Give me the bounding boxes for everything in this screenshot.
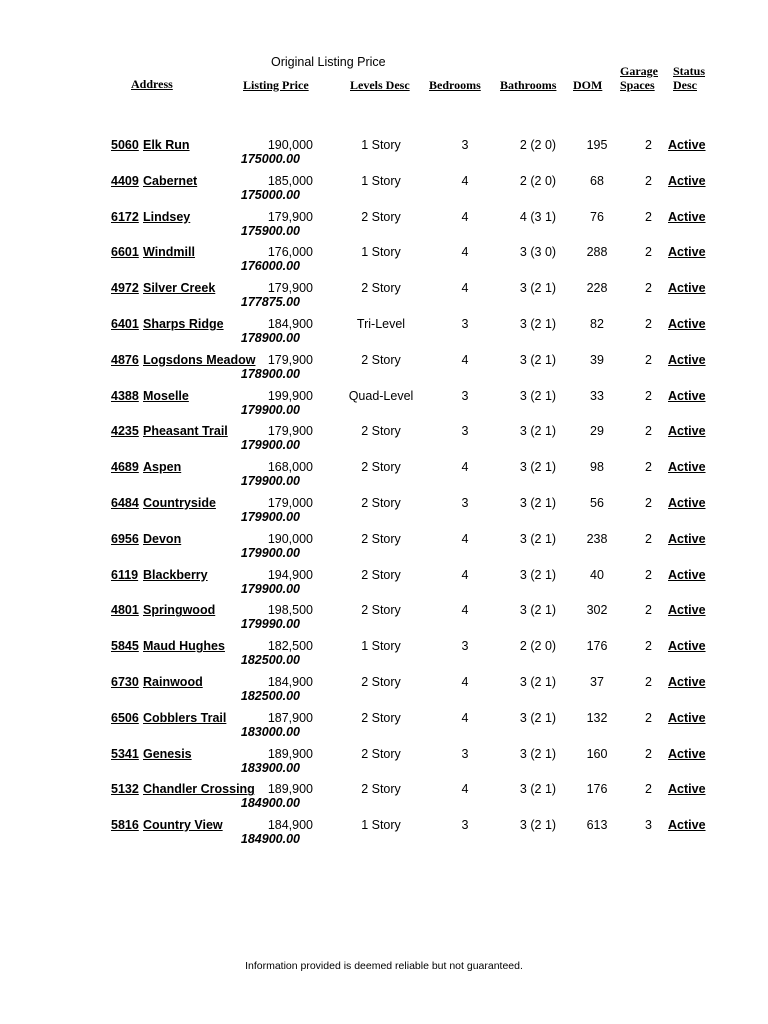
garage-spaces: 2 [645, 424, 652, 439]
garage-spaces: 2 [645, 675, 652, 689]
original-listing-price: 190,000 [267, 138, 313, 152]
address-number-link[interactable]: 6506 [111, 710, 139, 725]
garage-spaces: 2 [645, 388, 652, 403]
original-listing-price: 185,000 [267, 173, 313, 188]
days-on-market: 56 [590, 496, 604, 510]
listing-row [0, 603, 768, 639]
listing-price: 183000.00 [240, 724, 300, 739]
days-on-market: 288 [586, 245, 608, 260]
garage-spaces: 2 [645, 173, 652, 188]
address-number-link[interactable]: 6730 [111, 675, 139, 689]
levels-desc: 2 Story [361, 710, 401, 725]
status-header-line1: Status [673, 64, 706, 78]
address-number-link[interactable]: 6601 [111, 245, 139, 260]
original-listing-price-heading: Original Listing Price [271, 55, 386, 69]
levels-desc: 2 Story [361, 460, 401, 475]
listing-price: 184900.00 [240, 796, 300, 811]
address-number-link[interactable]: 5845 [111, 639, 139, 654]
street-name-link[interactable]: Sharps Ridge [143, 317, 224, 331]
street-name-link[interactable]: Logsdons Meadow [143, 352, 256, 367]
garage-spaces: 2 [645, 317, 652, 331]
street-name-link[interactable]: Blackberry [143, 567, 208, 582]
garage-spaces: 2 [645, 281, 652, 296]
days-on-market: 238 [586, 531, 608, 546]
days-on-market: 176 [586, 782, 608, 797]
street-name-link[interactable]: Aspen [143, 460, 182, 475]
listing-row [0, 711, 768, 747]
listing-price: 179900.00 [240, 402, 300, 417]
listing-row [0, 460, 768, 496]
bathrooms-count: 3 (2 1) [519, 818, 557, 833]
levels-desc: 1 Story [361, 138, 401, 152]
address-number-link[interactable]: 6401 [111, 317, 139, 331]
status-link[interactable]: Active [668, 675, 706, 689]
listing-row [0, 245, 768, 281]
address-number-link[interactable]: 4801 [111, 603, 139, 618]
address-number-link[interactable]: 5060 [111, 138, 139, 152]
days-on-market: 132 [586, 710, 608, 725]
bedrooms-count: 4 [461, 460, 469, 475]
listing-price: 179990.00 [240, 617, 300, 632]
original-listing-price: 179,900 [267, 209, 313, 224]
levels-desc: 1 Story [361, 245, 401, 260]
disclaimer-footer: Information provided is deemed reliable but not guaranteed. [245, 960, 523, 972]
address-number-link[interactable]: 6172 [111, 209, 139, 224]
bathrooms-count: 3 (2 1) [519, 424, 557, 439]
bedrooms-count: 3 [461, 746, 469, 761]
listing-row [0, 281, 768, 317]
column-header-levels-desc: Levels Desc [350, 78, 410, 92]
days-on-market: 37 [590, 675, 604, 689]
bedrooms-count: 3 [461, 818, 469, 833]
street-name-link[interactable]: Moselle [143, 388, 189, 403]
bathrooms-count: 2 (2 0) [519, 173, 557, 188]
listing-price: 179900.00 [240, 510, 300, 524]
garage-header-line2: Spaces [620, 78, 655, 92]
column-header-status-desc [673, 64, 705, 92]
street-name-link[interactable]: Silver Creek [143, 281, 216, 296]
bathrooms-count: 3 (2 1) [519, 388, 557, 403]
original-listing-price: 179,000 [267, 496, 313, 510]
status-link[interactable]: Active [668, 639, 706, 654]
address-number-link[interactable]: 4235 [111, 424, 139, 439]
bedrooms-count: 3 [461, 138, 469, 152]
original-listing-price: 194,900 [267, 567, 313, 582]
listing-price: 179900.00 [240, 438, 300, 453]
status-link[interactable]: Active [668, 209, 706, 224]
listing-row [0, 496, 768, 532]
listing-price: 179900.00 [240, 581, 300, 596]
bathrooms-count: 2 (2 0) [519, 138, 557, 152]
listing-price: 179900.00 [240, 545, 300, 560]
address-number-link[interactable]: 4409 [111, 173, 139, 188]
original-listing-price: 187,900 [267, 710, 313, 725]
original-listing-price: 179,900 [267, 352, 313, 367]
days-on-market: 302 [586, 603, 608, 618]
bedrooms-count: 4 [461, 782, 469, 797]
bedrooms-count: 4 [461, 603, 469, 618]
street-name-link[interactable]: Chandler Crossing [143, 782, 255, 797]
status-link[interactable]: Active [668, 818, 706, 833]
status-header-line2: Desc [673, 78, 697, 92]
days-on-market: 228 [586, 281, 608, 296]
status-link[interactable]: Active [668, 746, 706, 761]
listing-row [0, 818, 768, 854]
status-link[interactable]: Active [668, 388, 706, 403]
listing-row [0, 138, 768, 174]
levels-desc: 2 Story [361, 209, 401, 224]
bathrooms-count: 4 (3 1) [519, 209, 557, 224]
bathrooms-count: 3 (2 1) [519, 531, 557, 546]
address-number-link[interactable]: 5341 [111, 746, 139, 761]
street-name-link[interactable]: Cobblers Trail [143, 710, 227, 725]
original-listing-price: 184,900 [267, 317, 313, 331]
address-number-link[interactable]: 6484 [111, 496, 139, 510]
original-listing-price: 168,000 [267, 460, 313, 475]
days-on-market: 68 [590, 173, 604, 188]
column-header-address: Address [131, 77, 173, 91]
levels-desc: 1 Story [361, 639, 401, 654]
address-number-link[interactable]: 4876 [111, 352, 139, 367]
days-on-market: 176 [586, 639, 608, 654]
levels-desc: 2 Story [361, 782, 401, 797]
listing-row [0, 424, 768, 460]
levels-desc: 2 Story [361, 531, 401, 546]
street-name-link[interactable]: Lindsey [143, 209, 191, 224]
levels-desc: 2 Story [361, 424, 401, 439]
street-name-link[interactable]: Countryside [143, 496, 216, 510]
listing-row [0, 210, 768, 246]
status-link[interactable]: Active [668, 782, 706, 797]
listing-row [0, 782, 768, 818]
listing-row [0, 568, 768, 604]
garage-spaces: 2 [645, 567, 652, 582]
street-name-link[interactable]: Rainwood [143, 675, 203, 689]
bathrooms-count: 3 (2 1) [519, 603, 557, 618]
garage-spaces: 2 [645, 639, 652, 654]
bedrooms-count: 4 [461, 531, 469, 546]
bedrooms-count: 4 [461, 281, 469, 296]
status-link[interactable]: Active [668, 245, 706, 260]
bathrooms-count: 3 (2 1) [519, 675, 557, 689]
bedrooms-count: 4 [461, 209, 469, 224]
garage-header-line1: Garage [620, 64, 658, 78]
listing-row [0, 174, 768, 210]
street-name-link[interactable]: Cabernet [143, 173, 198, 188]
address-number-link[interactable]: 5816 [111, 818, 139, 833]
bedrooms-count: 4 [461, 245, 469, 260]
listing-price: 179900.00 [240, 474, 300, 489]
bathrooms-count: 2 (2 0) [519, 639, 557, 654]
address-number-link[interactable]: 4388 [111, 388, 139, 403]
garage-spaces: 2 [645, 496, 652, 510]
garage-spaces: 2 [645, 710, 652, 725]
original-listing-price: 179,900 [267, 424, 313, 439]
listing-price: 177875.00 [240, 295, 300, 310]
bathrooms-count: 3 (2 1) [519, 317, 557, 331]
bathrooms-count: 3 (2 1) [519, 710, 557, 725]
status-link[interactable]: Active [668, 531, 706, 546]
days-on-market: 82 [590, 317, 604, 331]
garage-spaces: 2 [645, 460, 652, 475]
bathrooms-count: 3 (2 1) [519, 567, 557, 582]
bedrooms-count: 4 [461, 710, 469, 725]
days-on-market: 613 [586, 818, 608, 833]
bedrooms-count: 3 [461, 639, 469, 654]
street-name-link[interactable]: Springwood [143, 603, 216, 618]
status-link[interactable]: Active [668, 173, 706, 188]
status-link[interactable]: Active [668, 352, 706, 367]
status-link[interactable]: Active [668, 138, 706, 152]
street-name-link[interactable]: Genesis [143, 746, 192, 761]
levels-desc: Tri-Level [356, 317, 406, 331]
listing-price: 175900.00 [240, 223, 300, 238]
street-name-link[interactable]: Maud Hughes [143, 639, 225, 654]
original-listing-price: 184,900 [267, 818, 313, 833]
listing-row [0, 353, 768, 389]
levels-desc: 2 Story [361, 746, 401, 761]
column-header-dom: DOM [573, 78, 603, 92]
address-number-link[interactable]: 5132 [111, 782, 139, 797]
listing-row [0, 747, 768, 783]
levels-desc: Quad-Level [348, 388, 414, 403]
bedrooms-count: 3 [461, 424, 469, 439]
days-on-market: 98 [590, 460, 604, 475]
garage-spaces: 2 [645, 138, 652, 152]
bathrooms-count: 3 (2 1) [519, 460, 557, 475]
column-header-listing-price: Listing Price [243, 78, 309, 92]
days-on-market: 40 [590, 567, 604, 582]
listing-row [0, 675, 768, 711]
bedrooms-count: 3 [461, 496, 469, 510]
garage-spaces: 2 [645, 603, 652, 618]
original-listing-price: 189,900 [267, 782, 313, 797]
listing-price: 176000.00 [240, 259, 300, 274]
street-name-link[interactable]: Elk Run [143, 138, 190, 152]
listing-price: 182500.00 [240, 689, 300, 703]
listing-row [0, 532, 768, 568]
status-link[interactable]: Active [668, 710, 706, 725]
days-on-market: 39 [590, 352, 604, 367]
levels-desc: 2 Story [361, 567, 401, 582]
days-on-market: 195 [586, 138, 608, 152]
column-header-bedrooms: Bedrooms [429, 78, 481, 92]
status-link[interactable]: Active [668, 496, 706, 510]
garage-spaces: 2 [645, 245, 652, 260]
listing-price: 182500.00 [240, 653, 300, 668]
column-header-garage-spaces [620, 64, 658, 92]
bathrooms-count: 3 (2 1) [519, 352, 557, 367]
status-link[interactable]: Active [668, 460, 706, 475]
bedrooms-count: 4 [461, 173, 469, 188]
original-listing-price: 190,000 [267, 531, 313, 546]
garage-spaces: 3 [645, 818, 652, 833]
address-number-link[interactable]: 4972 [111, 281, 139, 296]
bedrooms-count: 4 [461, 352, 469, 367]
original-listing-price: 199,900 [267, 388, 313, 403]
bedrooms-count: 3 [461, 388, 469, 403]
bathrooms-count: 3 (2 1) [519, 746, 557, 761]
listing-price: 184900.00 [240, 832, 300, 847]
levels-desc: 2 Story [361, 281, 401, 296]
bedrooms-count: 3 [461, 317, 469, 331]
levels-desc: 2 Story [361, 603, 401, 618]
bathrooms-count: 3 (2 1) [519, 782, 557, 797]
garage-spaces: 2 [645, 746, 652, 761]
garage-spaces: 2 [645, 782, 652, 797]
street-name-link[interactable]: Pheasant Trail [143, 424, 228, 439]
original-listing-price: 189,900 [267, 746, 313, 761]
listing-price: 178900.00 [240, 331, 300, 345]
original-listing-price: 198,500 [267, 603, 313, 618]
status-link[interactable]: Active [668, 603, 706, 618]
original-listing-price: 184,900 [267, 675, 313, 689]
levels-desc: 1 Story [361, 818, 401, 833]
status-link[interactable]: Active [668, 567, 706, 582]
garage-spaces: 2 [645, 209, 652, 224]
listing-row [0, 639, 768, 675]
days-on-market: 160 [586, 746, 608, 761]
levels-desc: 2 Story [361, 496, 401, 510]
address-number-link[interactable]: 4689 [111, 460, 139, 475]
listing-price: 178900.00 [240, 366, 300, 381]
column-header-bathrooms: Bathrooms [500, 78, 557, 92]
original-listing-price: 179,900 [267, 281, 313, 296]
levels-desc: 1 Story [361, 173, 401, 188]
address-number-link[interactable]: 6956 [111, 531, 139, 546]
days-on-market: 29 [590, 424, 604, 439]
status-link[interactable]: Active [668, 424, 706, 439]
listing-price: 175000.00 [240, 187, 300, 202]
garage-spaces: 2 [645, 352, 652, 367]
street-name-link[interactable]: Devon [143, 531, 182, 546]
listing-row [0, 317, 768, 353]
levels-desc: 2 Story [361, 352, 401, 367]
street-name-link[interactable]: Windmill [143, 245, 195, 260]
days-on-market: 33 [590, 388, 604, 403]
levels-desc: 2 Story [361, 675, 401, 689]
original-listing-price: 182,500 [267, 639, 313, 654]
bathrooms-count: 3 (2 1) [519, 281, 557, 296]
days-on-market: 76 [590, 209, 604, 224]
bedrooms-count: 4 [461, 567, 469, 582]
status-link[interactable]: Active [668, 281, 706, 296]
address-number-link[interactable]: 6119 [111, 567, 139, 582]
bathrooms-count: 3 (3 0) [519, 245, 557, 260]
bedrooms-count: 4 [461, 675, 469, 689]
original-listing-price: 176,000 [267, 245, 313, 260]
garage-spaces: 2 [645, 531, 652, 546]
listing-price: 183900.00 [240, 760, 300, 775]
status-link[interactable]: Active [668, 317, 706, 331]
bathrooms-count: 3 (2 1) [519, 496, 557, 510]
listing-row [0, 389, 768, 425]
street-name-link[interactable]: Country View [143, 818, 223, 833]
listing-price: 175000.00 [240, 152, 300, 166]
